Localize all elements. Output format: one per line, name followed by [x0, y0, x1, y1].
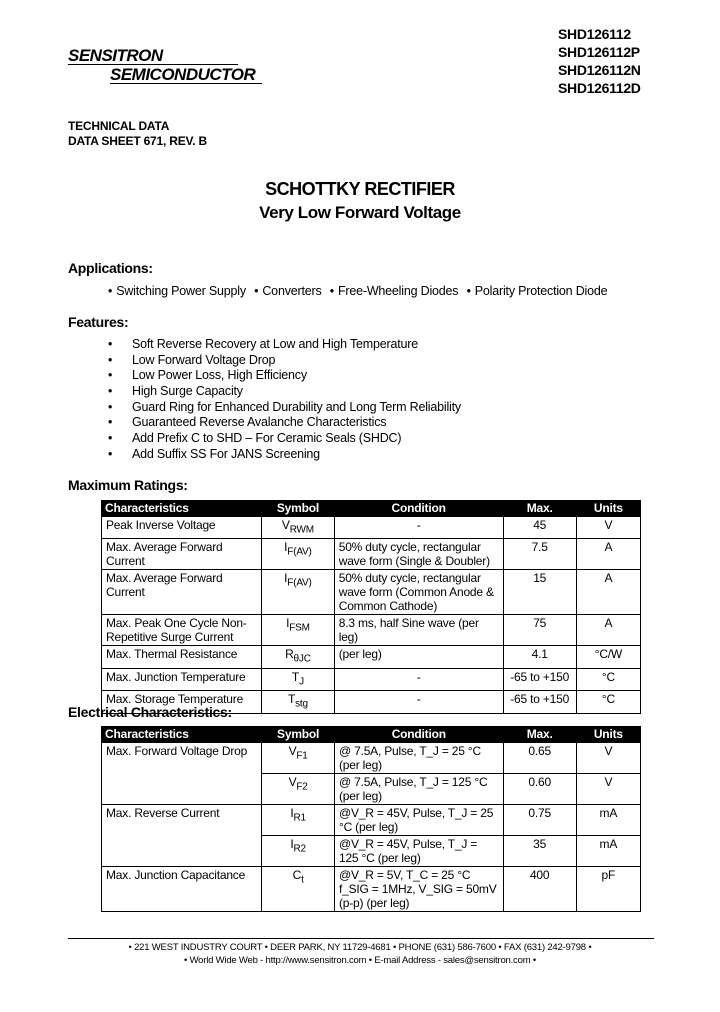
bullet: •: [254, 284, 259, 298]
electrical-heading: Electrical Characteristics:: [68, 704, 232, 720]
part-number: SHD126112D: [558, 80, 641, 96]
column-header: Symbol: [262, 501, 335, 517]
applications-heading: Applications:: [68, 260, 153, 276]
electrical-table: [101, 726, 641, 912]
table-row: Max. Junction Capacitance $C_t$ @V_R = 5V, T_C = 25 °C f_SIG = 1MHz, V_SIG = 50mV (p-p) (per leg) 400 pF: [102, 867, 641, 912]
table-row: Max. Peak One Cycle Non-Repetitive Surge Current $I_{FSM}$ 8.3 ms, half Sine wave (per leg) 75 A: [102, 615, 641, 646]
feature-item: • Add Prefix C to SHD – For Ceramic Seals (SHDC): [108, 431, 402, 446]
technical-data-block: [68, 119, 207, 149]
feature-item: • Guaranteed Reverse Avalanche Characteristics: [108, 415, 387, 430]
footer-contact: • World Wide Web - http://www.sensitron.com • E-mail Address - sales@sensitron.com •: [184, 955, 536, 966]
bullet: •: [466, 284, 471, 298]
table-header-row: [102, 727, 641, 743]
table-row: Max. Reverse Current $I_{R1}$ @V_R = 45V, Pulse, T_J = 25 °C (per leg) 0.75 mA: [102, 805, 641, 836]
symbol-cell: $T_{stg}$: [262, 691, 335, 713]
part-number-list: [558, 25, 641, 97]
column-header: Condition: [334, 727, 503, 743]
symbol-cell: $I_{FSM}$: [262, 615, 335, 646]
feature-item: • Add Suffix SS For JANS Screening: [108, 446, 320, 461]
feature-item: • Guard Ring for Enhanced Durability and Long Term Reliability: [108, 399, 461, 414]
bullet: •: [108, 352, 113, 367]
application-item: Polarity Protection Diode: [474, 284, 608, 298]
max-ratings-heading: Maximum Ratings:: [68, 477, 188, 493]
column-header: Units: [576, 501, 640, 517]
symbol-cell: $I_{R2}$: [262, 836, 335, 867]
applications-list: [108, 284, 612, 298]
table-row: Max. Storage Temperature $T_{stg}$ - -65 to +150 °C: [102, 691, 641, 713]
symbol-cell: $V_{F2}$: [262, 774, 335, 805]
table-row: $I_{R2}$ @V_R = 45V, Pulse, T_J = 125 °C (per leg) 35 mA: [102, 836, 641, 867]
bullet: •: [108, 368, 113, 383]
symbol-cell: $R_{\theta JC}$: [262, 646, 335, 668]
symbol-cell: $V_{F1}$: [262, 743, 335, 774]
company-name-line2: SEMICONDUCTOR: [110, 65, 256, 84]
company-name-line1: SENSITRON: [68, 46, 163, 65]
bullet: •: [108, 284, 113, 298]
column-header: Max.: [503, 501, 576, 517]
page-title: SCHOTTKY RECTIFIER: [265, 179, 455, 199]
feature-item: • Low Forward Voltage Drop: [108, 352, 276, 367]
logo-underline-2: [110, 83, 262, 84]
bullet: •: [108, 415, 113, 430]
application-item: Converters: [262, 284, 322, 298]
table-row: Max. Thermal Resistance $R_{\theta JC}$ (per leg) 4.1 °C/W: [102, 646, 641, 668]
bullet: •: [108, 399, 113, 414]
part-number: SHD126112: [558, 26, 631, 42]
table-row: Max. Average Forward Current $I_{F(AV)}$ 50% duty cycle, rectangular wave form (Single & Doubler) 7.5 A: [102, 539, 641, 570]
table-row: $V_{F2}$ @ 7.5A, Pulse, T_J = 125 °C (per leg) 0.60 V: [102, 774, 641, 805]
bullet: •: [329, 284, 334, 298]
max-ratings-table: [101, 500, 641, 714]
feature-item: • High Surge Capacity: [108, 384, 243, 399]
column-header: Max.: [503, 727, 576, 743]
part-number: SHD126112N: [558, 62, 641, 78]
table-row: Max. Junction Temperature $T_J$ - -65 to +150 °C: [102, 668, 641, 690]
page-subtitle: Very Low Forward Voltage: [259, 203, 461, 222]
bullet: •: [108, 431, 113, 446]
column-header: Condition: [334, 501, 503, 517]
technical-data-label: TECHNICAL DATA: [68, 119, 170, 133]
bullet: •: [108, 337, 113, 351]
features-heading: Features:: [68, 314, 129, 330]
application-item: Switching Power Supply: [116, 284, 246, 298]
bullet: •: [108, 446, 113, 461]
feature-item: • Low Power Loss, High Efficiency: [108, 368, 307, 383]
table-header-row: [102, 501, 641, 517]
footer-address: • 221 WEST INDUSTRY COURT • DEER PARK, NY 11729-4681 • PHONE (631) 586-7600 • FAX (631) 242-9798 •: [128, 942, 592, 953]
features-list: [108, 337, 461, 463]
table-row: Peak Inverse Voltage $V_{RWM}$ - 45 V: [102, 517, 641, 539]
symbol-cell: $I_{R1}$: [262, 805, 335, 836]
column-header: Characteristics: [102, 501, 262, 517]
table-row: Max. Forward Voltage Drop $V_{F1}$ @ 7.5A, Pulse, T_J = 25 °C (per leg) 0.65 V: [102, 743, 641, 774]
column-header: Characteristics: [102, 727, 262, 743]
symbol-cell: $V_{RWM}$: [262, 517, 335, 539]
symbol-cell: $C_t$: [262, 867, 335, 912]
column-header: Symbol: [262, 727, 335, 743]
application-item: Free-Wheeling Diodes: [337, 284, 459, 298]
footer-divider: [68, 938, 654, 939]
symbol-cell: $T_J$: [262, 668, 335, 690]
table-row: Max. Average Forward Current $I_{F(AV)}$ 50% duty cycle, rectangular wave form (Common Anode & Common Cathode) 15 A: [102, 570, 641, 615]
symbol-cell: $I_{F(AV)}$: [262, 570, 335, 615]
data-sheet-label: DATA SHEET 671, REV. B: [68, 134, 207, 148]
symbol-cell: $I_{F(AV)}$: [262, 539, 335, 570]
bullet: •: [108, 384, 113, 399]
feature-item: • Soft Reverse Recovery at Low and High Temperature: [108, 337, 418, 351]
column-header: Units: [576, 727, 640, 743]
part-number: SHD126112P: [558, 44, 640, 60]
